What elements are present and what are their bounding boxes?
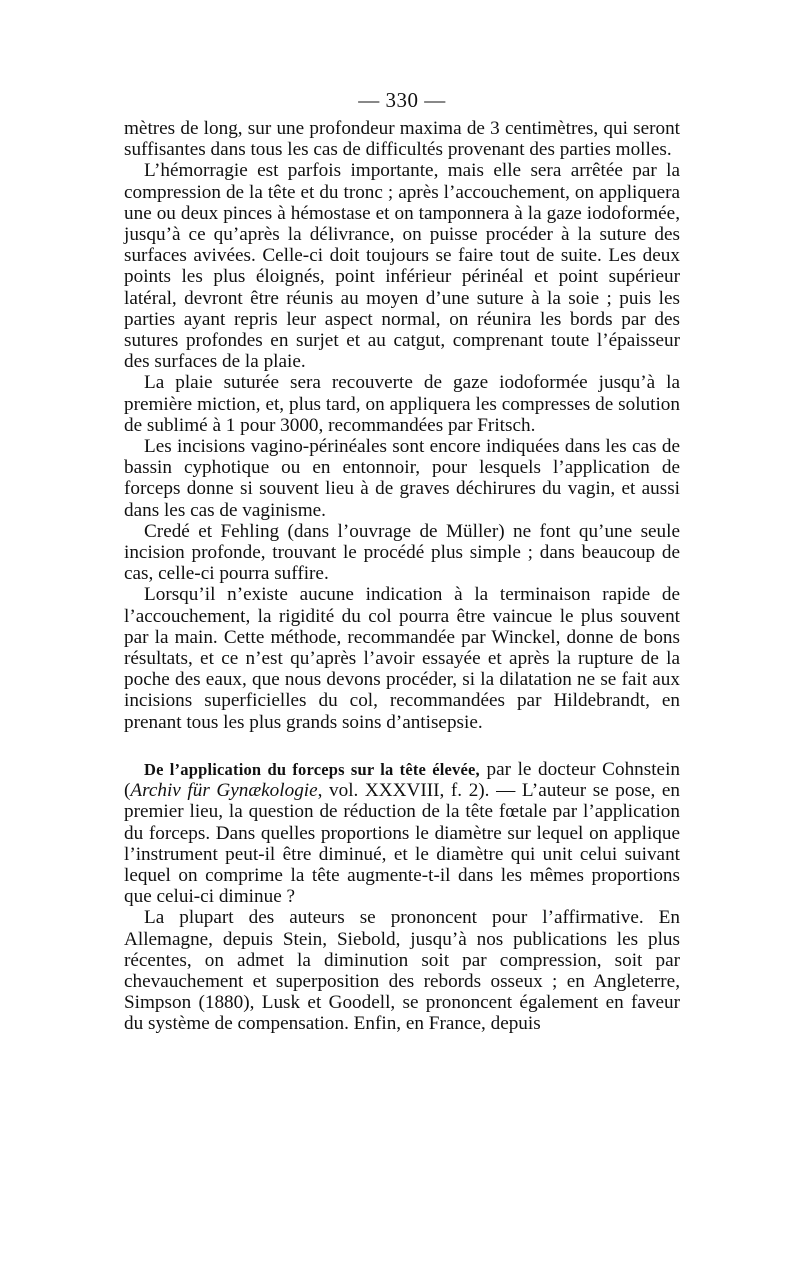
paragraph-hemorrhage: L’hémorragie est parfois importante, mais elle sera arrêtée par la compression de la tête et du tronc ; après l’accouchement, on appliquera une ou deux pinces à hémostase et on tamponnera à la gaze iodoformée, jusqu’à ce qu’après la délivrance, on puisse procéder à la suture des surfaces avivées. Celle-ci doit toujours se faire tout de suite. Les deux points les plus éloignés, point inférieur périnéal et point supérieur latéral, devront être réunis au moyen d’une suture à la soie ; puis les parties ayant repris leur aspect normal, on réunira les bords par des sutures profondes en surjet et au catgut, comprenant toute l’épaisseur des surfaces de la plaie. — [124, 160, 680, 373]
section-forceps-review — [124, 759, 680, 1035]
paragraph-review-intro — [124, 759, 680, 907]
paragraph-wound-dressing: La plaie suturée sera recouverte de gaze iodoformée jusqu’à la première miction, et, plus tard, on appliquera les compresses de solution de sublimé à 1 pour 3000, recommandées par Fritsch. — [124, 372, 680, 436]
paragraph-cervix-rigidity: Lorsqu’il n’existe aucune indication à la terminaison rapide de l’accouchement, la rigidité du col pourra être vaincue le plus souvent par la main. Cette méthode, recommandée par Winckel, donne de bons résultats, et ce n’est qu’après l’avoir essayée et après la rupture de la poche des eaux, que nous devons procéder, si la dilatation ne se fait aux incisions superficielles du col, recommandées par Hildebrandt, en prenant tous les plus grands soins d’antisepsie. — [124, 584, 680, 733]
section-incisions — [124, 118, 680, 733]
paragraph-indications: Les incisions vagino-périnéales sont encore indiquées dans les cas de bassin cyphotique ou en entonnoir, pour lesquels l’application de forceps donne si souvent lieu à de graves déchirures du vagin, et aussi dans les cas de vaginisme. — [124, 436, 680, 521]
book-page — [124, 88, 680, 1035]
paragraph-continuation: mètres de long, sur une profondeur maxima de 3 centimètres, qui seront suffisantes dans tous les cas de difficultés provenant des parties molles. — [124, 118, 680, 161]
page-number: — 330 — — [358, 88, 446, 112]
review-intro-text: par le docteur Cohnstein ( — [124, 758, 680, 802]
paragraph-crede-fehling: Credé et Fehling (dans l’ouvrage de Müller) ne font qu’une seule incision profonde, trouvant le procédé plus simple ; dans beaucoup de cas, celle-ci pourra suffire. — [124, 520, 680, 585]
paragraph-authors-opinion: La plupart des auteurs se prononcent pour l’affirmative. En Allemagne, depuis Stein, Siebold, jusqu’à nos publications les plus récentes, on admet la diminution soit par compression, soit par chevauchement et superposition des rebords osseux ; en Angleterre, Simpson (1880), Lusk et Goodell, se prononcent également en faveur du système de compensation. Enfin, en France, depuis — [124, 907, 680, 1035]
journal-title: Archiv für Gynækologie — [130, 780, 318, 802]
review-intro-continued: , vol. XXXVIII, f. 2). — L’auteur se pose, en premier lieu, la question de réduction de la tête fœtale par l’application du forceps. Dans quelles proportions le diamètre sur lequel on applique l’instrument peut-il être diminué, et le diamètre qui unit celui suivant lequel on comprime la tête augmente-t-il dans les mêmes proportions que celui-ci diminue ? — [124, 780, 680, 908]
section-lead-in: De l’application du forceps sur la tête élevée, — [144, 759, 480, 779]
section-separator — [124, 733, 680, 759]
